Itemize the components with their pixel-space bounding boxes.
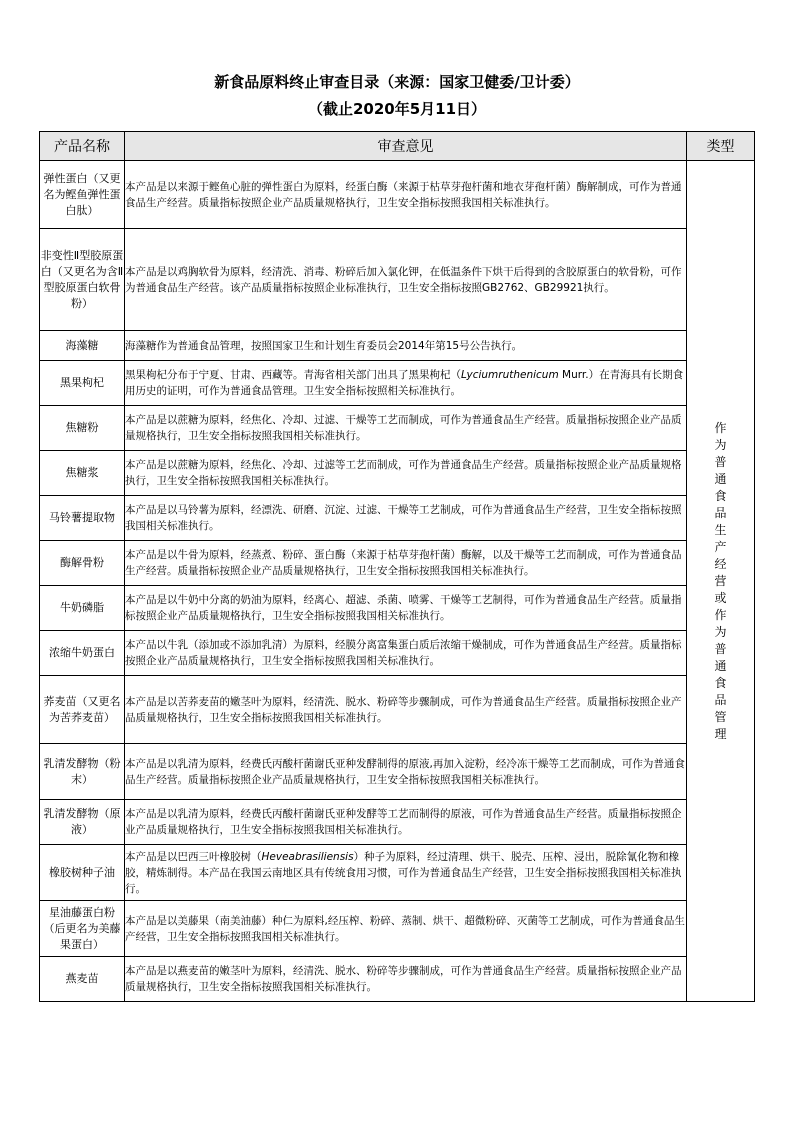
review-opinion: 海藻糖作为普通食品管理，按照国家卫生和计划生育委员会2014年第15号公告执行。 <box>125 331 687 361</box>
table-row <box>40 631 755 676</box>
review-opinion: 本产品是以马铃薯为原料，经漂洗、研磨、沉淀、过滤、干燥等工艺制成，可作为普通食品生产经营，卫生安全指标按照我国相关标准执行。 <box>125 496 687 541</box>
product-name: 酶解骨粉 <box>40 541 125 586</box>
type-text: 作为普通食品生产经营或作为普通食品管理 <box>714 420 727 741</box>
review-table <box>39 131 755 1002</box>
product-name: 浓缩牛奶蛋白 <box>40 631 125 676</box>
header-product-name: 产品名称 <box>40 132 125 161</box>
review-opinion: 本产品是以乳清为原料，经费氏丙酸杆菌谢氏亚种发酵制得的原液,再加入淀粉，经冷冻干燥等工艺而制成，可作为普通食品生产经营。质量指标按照企业产品质量规格执行，卫生安全指标按照我国相关标准执行。 <box>125 744 687 800</box>
type-cell <box>687 161 755 1002</box>
opinion-text-post: Murr.）在青海具有长期食用历史的证明，可作为普通食品管理。卫生安全指标按照相关标准执行。 <box>125 369 684 397</box>
review-opinion: 本产品是以燕麦苗的嫩茎叶为原料，经清洗、脱水、粉碎等步骤制成，可作为普通食品生产经营。质量指标按照企业产品质量规格执行，卫生安全指标按照我国相关标准执行。 <box>125 957 687 1002</box>
table-row <box>40 586 755 631</box>
review-opinion: 本产品是以牛奶中分离的奶油为原料，经离心、超滤、杀菌、喷雾、干燥等工艺制得，可作为普通食品生产经营。质量指标按照企业产品质量规格执行，卫生安全指标按照我国相关标准执行。 <box>125 586 687 631</box>
review-opinion: 本产品是以鸡胸软骨为原料，经清洗、消毒、粉碎后加入氯化钾，在低温条件下烘干后得到的含胶原蛋白的软骨粉，可作为普通食品生产经营。该产品质量指标按照企业标准执行，卫生安全指标按照GB2762、GB29921执行。 <box>125 229 687 331</box>
review-opinion: 本产品是以来源于鲣鱼心脏的弹性蛋白为原料，经蛋白酶（来源于枯草芽孢杆菌和地衣芽孢杆菌）酶解制成，可作为普通食品生产经营。质量指标按照企业产品质量规格执行，卫生安全指标按照我国相关标准执行。 <box>125 161 687 229</box>
table-header-row <box>40 132 755 161</box>
product-name: 黑果枸杞 <box>40 361 125 406</box>
header-review-opinion: 审查意见 <box>125 132 687 161</box>
document-subtitle-date: （截止2020年5月11日） <box>307 100 487 118</box>
table-row <box>40 957 755 1002</box>
table-row <box>40 541 755 586</box>
table-row <box>40 744 755 800</box>
product-name: 乳清发酵物（原液） <box>40 800 125 845</box>
review-opinion: 本产品是以美藤果（南美油藤）种仁为原料,经压榨、粉碎、蒸制、烘干、超微粉碎、灭菌等工艺制成，可作为普通食品生产经营，卫生安全指标按照我国相关标准执行。 <box>125 901 687 957</box>
product-name: 乳清发酵物（粉末） <box>40 744 125 800</box>
table-row <box>40 361 755 406</box>
review-opinion: 本产品是以蔗糖为原料，经焦化、冷却、过滤、干燥等工艺而制成，可作为普通食品生产经营。质量指标按照企业产品质量规格执行，卫生安全指标按照我国相关标准执行。 <box>125 406 687 451</box>
review-opinion: 本产品是以苦荞麦苗的嫩茎叶为原料，经清洗、脱水、粉碎等步骤制成，可作为普通食品生产经营。质量指标按照企业产品质量规格执行，卫生安全指标按照我国相关标准执行。 <box>125 676 687 744</box>
product-name: 海藻糖 <box>40 331 125 361</box>
product-name: 橡胶树种子油 <box>40 845 125 901</box>
opinion-text-post: ）种子为原料，经过清理、烘干、脱壳、压榨、浸出，脱除氰化物和橡胶，精炼制得。本产品在我国云南地区具有传统食用习惯，可作为普通食品生产经营，卫生安全指标按照我国相关标准执行。 <box>125 850 682 895</box>
table-row <box>40 676 755 744</box>
table-row <box>40 845 755 901</box>
product-name: 牛奶磷脂 <box>40 586 125 631</box>
table-row <box>40 229 755 331</box>
opinion-text-pre: 本产品是以巴西三叶橡胶树（ <box>125 850 262 863</box>
table-row <box>40 800 755 845</box>
table-row <box>40 451 755 496</box>
review-opinion: 本产品是以蔗糖为原料，经焦化、冷却、过滤等工艺而制成，可作为普通食品生产经营。质量指标按照企业产品质量规格执行，卫生安全指标按照我国相关标准执行。 <box>125 451 687 496</box>
product-name: 焦糖粉 <box>40 406 125 451</box>
header-type: 类型 <box>687 132 755 161</box>
review-opinion: 本产品是以乳清为原料，经费氏丙酸杆菌谢氏亚种发酵等工艺而制得的原液，可作为普通食品生产经营。质量指标按照企业产品质量规格执行，卫生安全指标按照我国相关标准执行。 <box>125 800 687 845</box>
product-name: 荞麦苗（又更名为苦荞麦苗） <box>40 676 125 744</box>
latin-name: Lyciumruthenicum <box>461 369 559 381</box>
product-name: 马铃薯提取物 <box>40 496 125 541</box>
review-opinion <box>125 845 687 901</box>
product-name: 星油藤蛋白粉（后更名为美藤果蛋白） <box>40 901 125 957</box>
product-name: 非变性Ⅱ型胶原蛋白（又更名为含Ⅱ型胶原蛋白软骨粉） <box>40 229 125 331</box>
table-row <box>40 406 755 451</box>
table-row <box>40 496 755 541</box>
review-opinion: 本产品以牛乳（添加或不添加乳清）为原料，经膜分离富集蛋白质后浓缩干燥制成，可作为普通食品生产经营。质量指标按照企业产品质量规格执行，卫生安全指标按照我国相关标准执行。 <box>125 631 687 676</box>
table-row <box>40 331 755 361</box>
product-name: 弹性蛋白（又更名为鲣鱼弹性蛋白肽） <box>40 161 125 229</box>
document-title: 新食品原料终止审查目录（来源：国家卫健委/卫计委） <box>214 73 580 91</box>
review-opinion <box>125 361 687 406</box>
opinion-text-pre: 黑果枸杞分布于宁夏、甘肃、西藏等。青海省相关部门出具了黑果枸杞（ <box>125 369 461 381</box>
latin-name: Heveabrasiliensis <box>261 850 354 863</box>
product-name: 燕麦苗 <box>40 957 125 1002</box>
table-row <box>40 161 755 229</box>
product-name: 焦糖浆 <box>40 451 125 496</box>
table-row <box>40 901 755 957</box>
review-opinion: 本产品是以牛骨为原料，经蒸煮、粉碎、蛋白酶（来源于枯草芽孢杆菌）酶解，以及干燥等工艺而制成，可作为普通食品生产经营。质量指标按照企业产品质量规格执行，卫生安全指标按照我国相关标准执行。 <box>125 541 687 586</box>
